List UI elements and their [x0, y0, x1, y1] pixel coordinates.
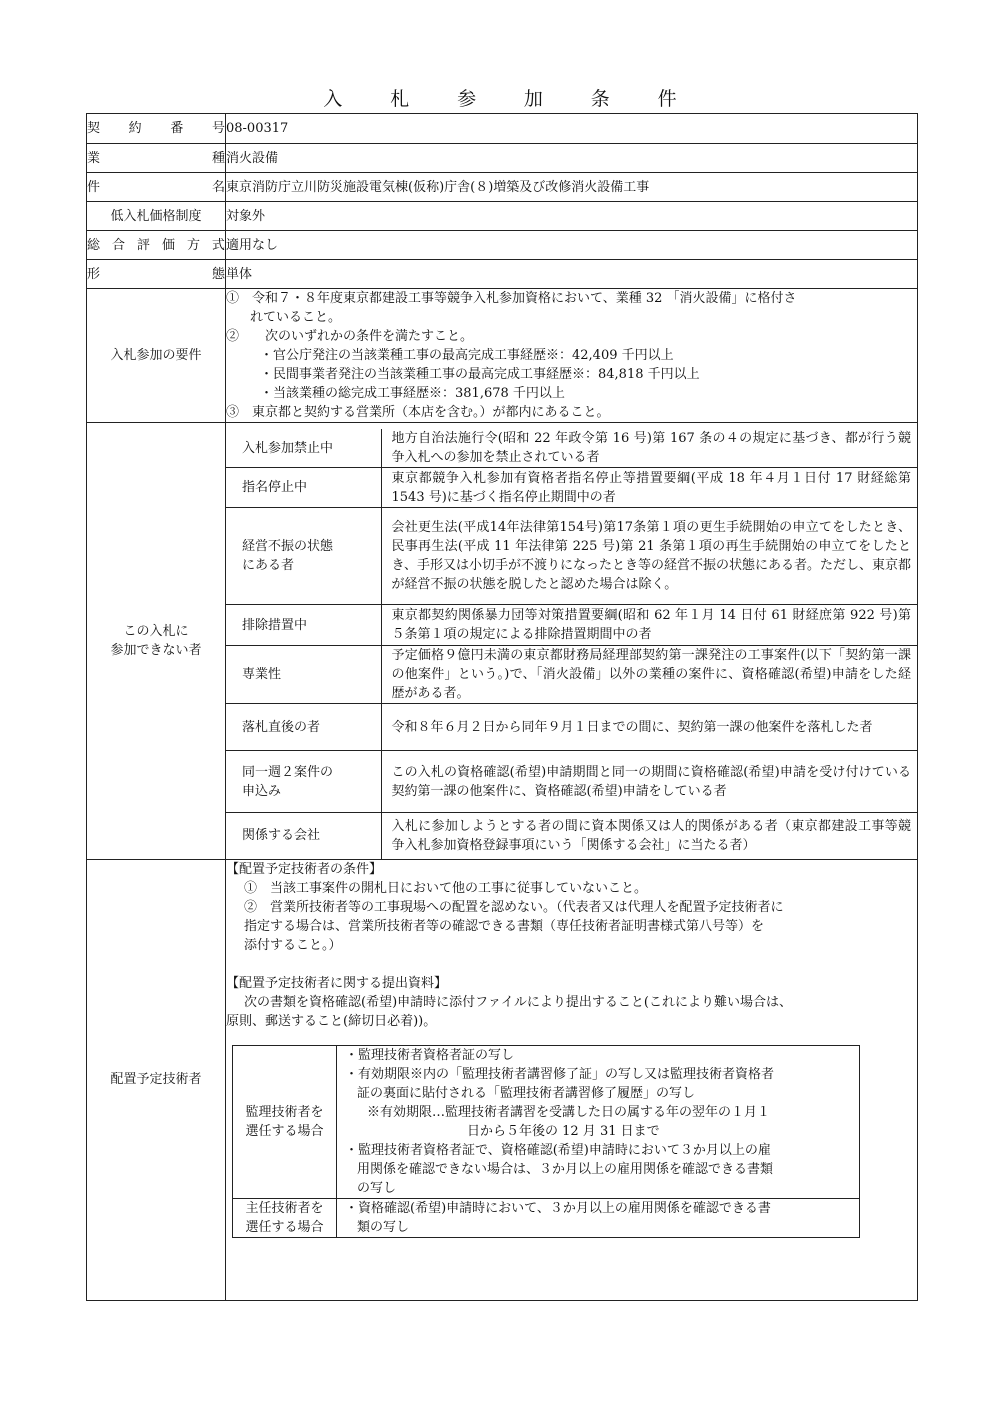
engineer-docs-line: 原則、郵送すること(締切日必着))。 [226, 1013, 437, 1029]
excluded-label: この入札に 参加できない者 [87, 423, 226, 860]
evaluation-label: 総 合 評 価 方 式 [87, 237, 225, 253]
low-bid-label: 低入札価格制度 [87, 202, 226, 231]
requirement-line: ・民間事業者発注の当該業種工事の最高完成工事経歴※：84,818 千円以上 [260, 367, 700, 382]
page-title: 入 札 参 加 条 件 [323, 88, 698, 110]
supervisor-row [233, 1045, 860, 1198]
supervisor-doc-line: 日から５年後の 12 月 31 日まで [467, 1123, 660, 1139]
supervisor-doc-line: 証の裏面に貼付される「監理技術者講習修了履歴」の写し [357, 1085, 696, 1101]
excluded-item-text: 東京都競争入札参加有資格者指名停止等措置要綱(平成 18 年４月１日付 17 財経総第 1543 号)に基づく指名停止期間中の者 [381, 468, 917, 508]
supervisor-doc-line: ・有効期限※内の「監理技術者講習修了証」の写し又は監理技術者資格者 [345, 1066, 775, 1082]
industry-value: 消火設備 [226, 144, 918, 173]
excluded-item [226, 704, 917, 751]
excluded-item-label: 入札参加禁止中 [226, 429, 381, 468]
engineer-condition-line: 添付すること。） [244, 937, 342, 953]
excluded-item-text: 令和８年６月２日から同年９月１日までの間に、契約第一課の他案件を落札した者 [381, 704, 917, 751]
requirement-line: ② 次のいずれかの条件を満たすこと。 [226, 329, 474, 344]
chief-docs [337, 1198, 860, 1237]
excluded-item-label: 落札直後の者 [226, 704, 381, 751]
excluded-item [226, 751, 917, 813]
form-value: 単体 [226, 260, 918, 289]
excluded-item-text: 入札に参加しようとする者の間に資本関係又は人的関係がある者（東京都建設工事等競争入札参加資格登録事項にいう「関係する会社」に当たる者） [391, 818, 911, 853]
conditions-table [86, 113, 918, 1301]
requirement-line: ・官公庁発注の当該業種工事の最高完成工事経歴※：42,409 千円以上 [260, 348, 674, 363]
supervisor-docs [337, 1045, 860, 1198]
subject-value: 東京消防庁立川防災施設電気棟(仮称)庁舎(８)増築及び改修消火設備工事 [226, 173, 918, 202]
engineer-condition-line: ① 当該工事案件の開札日において他の工事に従事していないこと。 [244, 880, 648, 896]
engineer-conditions-heading: 【配置予定技術者の条件】 [226, 861, 383, 877]
supervisor-doc-line: ・監理技術者資格者証の写し [345, 1047, 515, 1063]
excluded-item [226, 646, 917, 704]
supervisor-doc-line: の写し [357, 1180, 397, 1196]
excluded-item-label: 関係する会社 [226, 813, 381, 859]
subject-label: 件 名 [87, 179, 225, 195]
supervisor-doc-line: ※有効期限…監理技術者講習を受講した日の属する年の翌年の１月１ [367, 1104, 771, 1120]
engineers-label: 配置予定技術者 [87, 859, 226, 1301]
excluded-item [226, 429, 917, 468]
row-engineers [87, 859, 918, 1301]
excluded-item-label: 排除措置中 [226, 605, 381, 646]
chief-row [233, 1198, 860, 1237]
excluded-item-text: 予定価格９億円未満の東京都財務局経理部契約第一課発注の工事案件(以下「契約第一課の他案件」という。)で、「消火設備」以外の業種の案件に、資格確認(希望)申請をした経歴がある者。 [381, 646, 917, 704]
excluded-item-label: 指名停止中 [226, 468, 381, 508]
contract-no-value: 08-00317 [226, 114, 918, 144]
excluded-item [226, 468, 917, 508]
chief-label: 主任技術者を 選任する場合 [233, 1198, 337, 1237]
excluded-item [226, 508, 917, 605]
contract-no-label: 契 約 番 号 [87, 121, 225, 136]
engineer-docs-line: 次の書類を資格確認(希望)申請時に添付ファイルにより提出すること(これにより難い場合は、 [244, 994, 792, 1010]
excluded-item-label: 経営不振の状態 にある者 [226, 508, 381, 605]
evaluation-value: 適用なし [226, 231, 918, 260]
row-evaluation [87, 231, 918, 260]
engineer-docs-table [232, 1045, 860, 1238]
requirement-line: ③ 東京都と契約する営業所（本店を含む。）が都内にあること。 [226, 405, 610, 420]
requirements-label: 入札参加の要件 [87, 289, 226, 423]
requirement-line: ・当該業種の総完成工事経歴※：381,678 千円以上 [260, 386, 565, 401]
excluded-item-text: この入札の資格確認(希望)申請期間と同一の期間に資格確認(希望)申請を受け付けている契約第一課の他案件に、資格確認(希望)申請をしている者 [381, 751, 917, 813]
supervisor-label: 監理技術者を 選任する場合 [233, 1045, 337, 1198]
excluded-item-text: 東京都契約関係暴力団等対策措置要綱(昭和 62 年１月 14 日付 61 財経庶第 922 号)第５条第１項の規定による排除措置期間中の者 [381, 605, 917, 646]
row-excluded [87, 423, 918, 860]
chief-doc-line: 類の写し [357, 1219, 410, 1235]
excluded-item-label: 専業性 [226, 646, 381, 704]
excluded-table [226, 423, 917, 859]
engineer-condition-line: ② 営業所技術者等の工事現場への配置を認めない。（代表者又は代理人を配置予定技術者に [244, 899, 784, 915]
excluded-item-text: 会社更生法(平成14年法律第154号)第17条第１項の更生手続開始の申立てをしたとき、民事再生法(平成 11 年法律第 225 号)第 21 条第１項の再生手続開始の申立てをしたとき、手形又は小切手が不渡りになったとき等の経営不振の状態にある者。ただし、東京都が経営不振の状態を脱したと認めた場合は除く。 [381, 508, 917, 605]
requirements-text [226, 289, 918, 423]
row-industry [87, 144, 918, 173]
excluded-item [226, 813, 917, 859]
supervisor-doc-line: 用関係を確認できない場合は、３か月以上の雇用関係を確認できる書類 [357, 1161, 774, 1177]
row-low-bid [87, 202, 918, 231]
engineer-condition-line: 指定する場合は、営業所技術者等の確認できる書類（専任技術者証明書様式第八号等）を [244, 918, 765, 934]
engineer-docs-heading: 【配置予定技術者に関する提出資料】 [226, 975, 448, 991]
row-subject [87, 173, 918, 202]
row-contract-no [87, 114, 918, 144]
requirement-line: ① 令和７・８年度東京都建設工事等競争入札参加資格において、業種 32 「消火設備」に格付さ [226, 291, 797, 306]
form-label: 形 態 [87, 266, 225, 282]
engineers-text [226, 859, 918, 1301]
excluded-item-label: 同一週２案件の 申込み [226, 751, 381, 813]
excluded-item-text: 地方自治法施行令(昭和 22 年政令第 16 号)第 167 条の４の規定に基づき、都が行う競争入札への参加を禁止されている者 [381, 429, 917, 468]
low-bid-value: 対象外 [226, 202, 918, 231]
row-form [87, 260, 918, 289]
requirement-line: れていること。 [250, 310, 342, 325]
row-requirements [87, 289, 918, 423]
excluded-item [226, 605, 917, 646]
chief-doc-line: ・資格確認(希望)申請時において、３か月以上の雇用関係を確認できる書 [345, 1200, 771, 1216]
supervisor-doc-line: ・監理技術者資格者証で、資格確認(希望)申請時において３か月以上の雇 [345, 1142, 771, 1158]
industry-label: 業 種 [87, 150, 225, 166]
